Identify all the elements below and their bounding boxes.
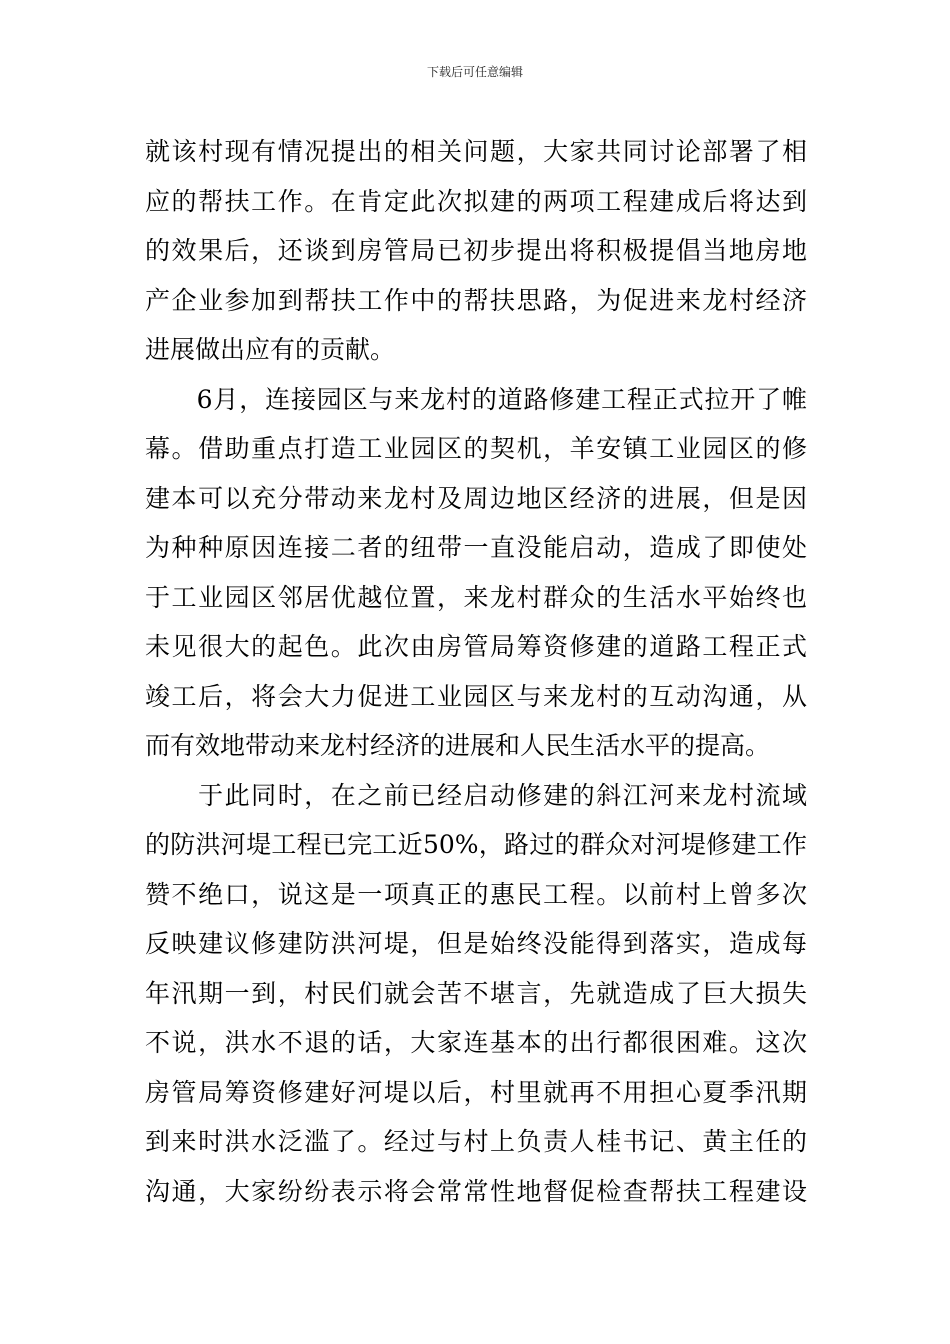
- text-line: 年汛期一到，村民们就会苦不堪言，先就造成了巨大损失: [145, 978, 807, 1008]
- document-body: [145, 127, 807, 1216]
- text-line: 进展做出应有的贡献。: [145, 335, 396, 364]
- text-line: 6月，连接园区与来龙村的道路修建工程正式拉开了帷: [145, 384, 807, 414]
- paragraph: [145, 771, 807, 1217]
- paragraph: [145, 127, 807, 375]
- text-line: 不说，洪水不退的话，大家连基本的出行都很困难。这次: [145, 1028, 807, 1057]
- text-line: 建本可以充分带动来龙村及周边地区经济的进展，但是因: [145, 483, 807, 513]
- text-line: 到来时洪水泛滥了。经过与村上负责人桂书记、黄主任的: [145, 1127, 807, 1156]
- text-line: 的防洪河堤工程已完工近50%，路过的群众对河堤修建工作: [145, 830, 807, 859]
- text-line: 应的帮扶工作。在肯定此次拟建的两项工程建成后将达到: [145, 186, 807, 216]
- text-line: 为种种原因连接二者的纽带一直没能启动，造成了即使处: [145, 533, 807, 562]
- paragraph: [145, 375, 807, 771]
- text-line: 的效果后，还谈到房管局已初步提出将积极提倡当地房地: [145, 236, 807, 265]
- text-line: 未见很大的起色。此次由房管局筹资修建的道路工程正式: [145, 632, 807, 661]
- text-line: 赞不绝口，说这是一项真正的惠民工程。以前村上曾多次: [145, 879, 807, 909]
- text-line: 房管局筹资修建好河堤以后，村里就再不用担心夏季汛期: [145, 1077, 807, 1107]
- text-line: 幕。借助重点打造工业园区的契机，羊安镇工业园区的修: [145, 434, 807, 463]
- text-line: 产企业参加到帮扶工作中的帮扶思路，为促进来龙村经济: [145, 285, 807, 315]
- text-line: 而有效地带动来龙村经济的进展和人民生活水平的提高。: [145, 731, 771, 760]
- text-line: 就该村现有情况提出的相关问题，大家共同讨论部署了相: [145, 137, 807, 166]
- page-header: 下载后可任意编辑: [426, 65, 523, 79]
- text-line: 反映建议修建防洪河堤，但是始终没能得到落实，造成每: [145, 929, 807, 958]
- text-line: 于工业园区邻居优越位置，来龙村群众的生活水平始终也: [145, 582, 807, 612]
- text-line: 于此同时，在之前已经启动修建的斜江河来龙村流域: [145, 780, 807, 810]
- text-line: 竣工后，将会大力促进工业园区与来龙村的互动沟通，从: [145, 681, 807, 711]
- text-line: 沟通，大家纷纷表示将会常常性地督促检查帮扶工程建设: [145, 1176, 807, 1206]
